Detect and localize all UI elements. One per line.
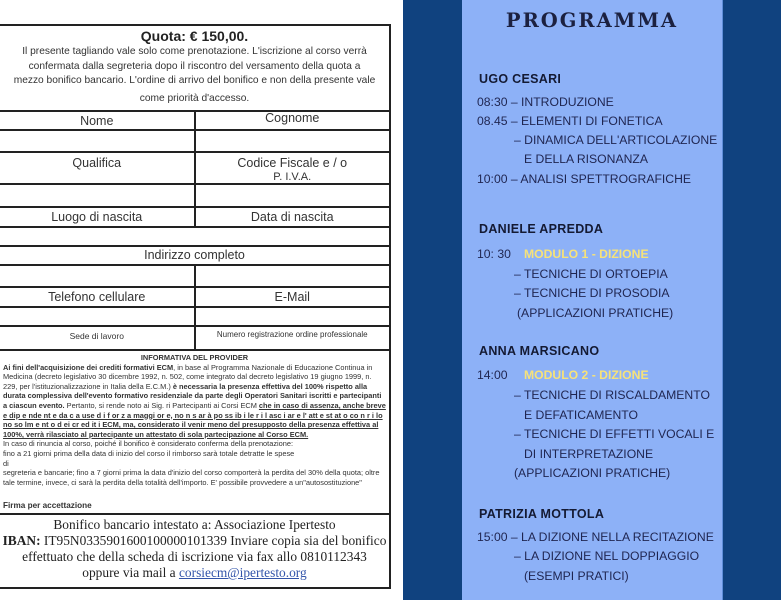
module-title: MODULO 1 - DIZIONE (524, 247, 649, 261)
firma-label: Firma per accettazione (3, 501, 92, 511)
form-row-lavoro (0, 327, 389, 351)
form-row-nascita-input (0, 228, 389, 247)
informativa-title: INFORMATIVA DEL PROVIDER (140, 353, 249, 362)
email-input[interactable] (194, 308, 390, 325)
rinuncia-text: di (3, 458, 9, 468)
numero-registrazione-label: Numero registrazione ordine professionale (194, 327, 390, 349)
form-row-nascita (0, 208, 389, 228)
cognome-input[interactable] (194, 131, 390, 151)
schedule-line: (APPLICAZIONI PRATICHE) (514, 466, 671, 480)
quota-section (0, 26, 389, 112)
quota-text-line: confermata dalla segreteria dopo il riscontro del versamento della quota a (28, 60, 361, 72)
luogo-nascita-label: Luogo di nascita (51, 210, 143, 224)
indirizzo-label: Indirizzo completo (144, 248, 245, 262)
form-row-nome-cognome-input (0, 131, 389, 153)
indirizzo-input[interactable] (0, 266, 194, 286)
telefono-label: Telefono cellulare (48, 290, 146, 304)
programma-title: PROGRAMMA (505, 9, 679, 32)
informativa-text-2: Pertanto, si rende noto ai Sig. ri Partecipanti ai Corsi ECM (64, 400, 259, 410)
programma-panel (462, 0, 722, 600)
schedule-line: E DEFATICAMENTO (524, 408, 638, 422)
form-row-indirizzo (0, 247, 389, 266)
data-nascita-label: Data di nascita (194, 208, 390, 226)
bank-line: Bonifico bancario intestato a: Associazione Ipertesto (53, 516, 336, 532)
indirizzo-input-2[interactable] (194, 266, 390, 286)
schedule-line: (APPLICAZIONI PRATICHE) (517, 306, 674, 320)
cognome-label: Cognome (194, 112, 390, 129)
schedule-line: 08:30 – INTRODUZIONE (477, 95, 614, 109)
form-row-qualifica-cf-input (0, 185, 389, 208)
schedule-line: 15:00 – LA DIZIONE NELLA RECITAZIONE (477, 530, 714, 544)
bank-iban-block (2, 533, 387, 581)
schedule-line: 10:00 – ANALISI SPETTROGRAFICHE (477, 172, 692, 186)
speaker-name: ANNA MARSICANO (479, 344, 600, 358)
informativa-bold-mid: è necessaria la presenza effettiva del 100% rispetto alla durata complessiva dell'evento formativo residenziale da parte degli Operatori Sanitari iscritti e partecipanti a ciascun evento. (3, 381, 382, 410)
email-label: E-Mail (194, 288, 390, 306)
schedule-line: E DELLA RISONANZA (524, 152, 648, 166)
quota-title: Quota: € 150,00. (140, 28, 249, 44)
qualifica-input[interactable] (0, 185, 194, 206)
piva-label-line: P. I.V.A. (273, 171, 312, 183)
informativa-underline: che in caso di assenza, anche breve e dip e nde nt e da c a use d i f or z a maggi or e, no n s ar à po ss ib i le r i l asc i ar e l' att e st at o co n r i lo no so lm e nt o d ei cr ed it i ECM, ma, considerato il venir meno del presupposto della presenza effettiva al 100%, verrà rilasciato al partecipante un attestato di sola partecipazione al Corso ECM. (3, 400, 386, 439)
navy-band-left (403, 0, 462, 600)
form-row-contatti (0, 288, 389, 308)
rinuncia-text: segreteria e bancarie; fino a 7 giorni prima la data d'inizio del corso comporterà la perdita del 30% della quota; oltre tale termine, invece, ci sarà la perdita della totalità dell'importo. E' possibile provvedere a un"autosostituzione" (3, 468, 380, 487)
form-row-nome-cognome (0, 112, 389, 131)
rinuncia-text: In caso di rinuncia al corso, poiché il bonifico è considerato conferma della prenotazione: (3, 439, 294, 449)
informativa-section (0, 351, 389, 515)
module-title: MODULO 2 - DIZIONE (524, 368, 649, 382)
schedule-line: 08.45 – ELEMENTI DI FONETICA (477, 114, 663, 128)
nome-label: Nome (80, 114, 114, 128)
informativa-text: , in base al Programma Nazionale di Educazione Continua in Medicina (decreto legislativo 30 dicembre 1992, n. 502, come integrato dal decreto legislativo 19 giugno 1999, n. 229, per l'istituzionalizzazione in Italia della E.C.M.) (3, 362, 373, 391)
rinuncia-text: fino a 21 giorni prima della data di inizio del corso il rimborso sarà totale detratte le spese (3, 448, 295, 458)
quota-text-line: come priorità d'accesso. (139, 92, 250, 104)
codice-fiscale-input[interactable] (194, 185, 390, 206)
qualifica-label: Qualifica (72, 156, 122, 170)
schedule-time: 10: 30 (477, 247, 511, 261)
registration-form (0, 24, 391, 589)
schedule-line: – TECNICHE DI ORTOEPIA (514, 267, 668, 281)
informativa-bold-start: Ai fini dell'acquisizione dei crediti formativi ECM (3, 362, 174, 372)
bank-section (0, 515, 389, 587)
codice-fiscale-label (194, 153, 390, 183)
email-link[interactable]: corsiecm@ipertesto.org (178, 564, 307, 580)
schedule-line: – TECNICHE DI PROSODIA (514, 286, 670, 300)
speaker-name: UGO CESARI (479, 72, 562, 86)
quota-text-line: Il presente tagliando vale solo come prenotazione. L'iscrizione al corso verrà (22, 46, 367, 57)
form-row-contatti-input (0, 308, 389, 327)
schedule-line: – TECNICHE DI EFFETTI VOCALI E (514, 427, 715, 441)
codice-fiscale-label-line: Codice Fiscale e / o (237, 156, 348, 170)
telefono-input[interactable] (0, 308, 194, 325)
schedule-line: – DINAMICA DELL'ARTICOLAZIONE (514, 133, 718, 147)
schedule-line: DI INTERPRETAZIONE (524, 447, 654, 461)
schedule-line: (ESEMPI PRATICI) (524, 569, 629, 583)
schedule-line: – TECNICHE DI RISCALDAMENTO (514, 388, 710, 402)
quota-text-line: mezzo bonifico bancario. L'ordine di arrivo del bonifico e non della presente vale (13, 75, 376, 86)
speaker-name: DANIELE APREDDA (479, 222, 604, 236)
iban-text: IT95N0335901600100000101339 Inviare copia sia del bonifico effettuato che della scheda di iscrizione via fax allo 0810112343 oppure via mail a (22, 532, 387, 580)
form-row-qualifica-cf (0, 153, 389, 185)
form-row-indirizzo-input (0, 266, 389, 288)
speaker-name: PATRIZIA MOTTOLA (479, 507, 605, 521)
sede-lavoro-label: Sede di lavoro (69, 331, 124, 341)
informativa-paragraph (3, 363, 386, 440)
schedule-time: 14:00 (477, 368, 508, 382)
nascita-input[interactable] (0, 228, 389, 245)
iban-label: IBAN: (2, 532, 41, 548)
nome-input[interactable] (0, 131, 194, 151)
navy-band-right (722, 0, 781, 600)
schedule-line: – LA DIZIONE NEL DOPPIAGGIO (514, 549, 700, 563)
